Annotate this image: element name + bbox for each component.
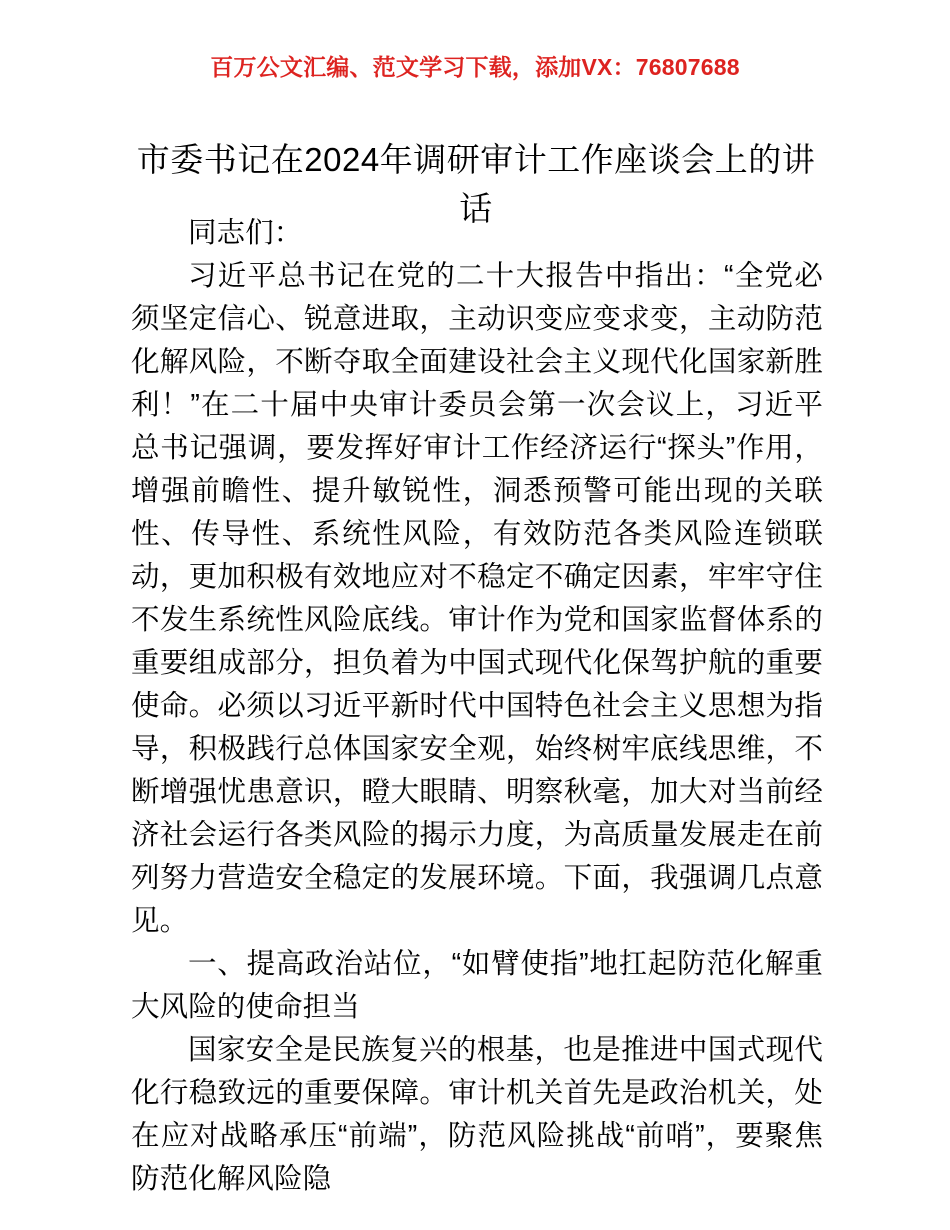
paragraph-salutation: 同志们： [188,217,303,249]
section-heading-one: 一、提高政治站位，“如臂使指”地扛起防范化解重大风险的使命担当 [131,948,823,1023]
document-body [131,212,823,1201]
page-title: 市委书记在2024年调研审计工作座谈会上的讲话 [136,141,816,228]
paragraph-opening: 习近平总书记在党的二十大报告中指出：“全党必须坚定信心、锐意进取，主动识变应变求变，主动防范化解风险，不断夺取全面建设社会主义现代化国家新胜利！”在二十届中央审计委员会第一次会议上，习近平总书记强调，要发挥好审计工作经济运行“探头”作用，增强前瞻性、提升敏锐性，洞悉预警可能出现的关联性、传导性、系统性风险，有效防范各类风险连锁联动，更加积极有效地应对不稳定不确定因素，牢牢守住不发生系统性风险底线。审计作为党和国家监督体系的重要组成部分，担负着为中国式现代化保驾护航的重要使命。必须以习近平新时代中国特色社会主义思想为指导，积极践行总体国家安全观，始终树牢底线思维，不断增强忧患意识，瞪大眼睛、明察秋毫，加大对当前经济社会运行各类风险的揭示力度，为高质量发展走在前列努力营造安全稳定的发展环境。下面，我强调几点意见。 [131,260,823,937]
paragraph-section-one-body: 国家安全是民族复兴的根基，也是推进中国式现代化行稳致远的重要保障。审计机关首先是政治机关，处在应对战略承压“前端”，防范风险挑战“前哨”，要聚焦防范化解风险隐 [131,1034,823,1195]
promo-header-text: 百万公文汇编、范文学习下载，添加VX：76807688 [210,54,740,80]
